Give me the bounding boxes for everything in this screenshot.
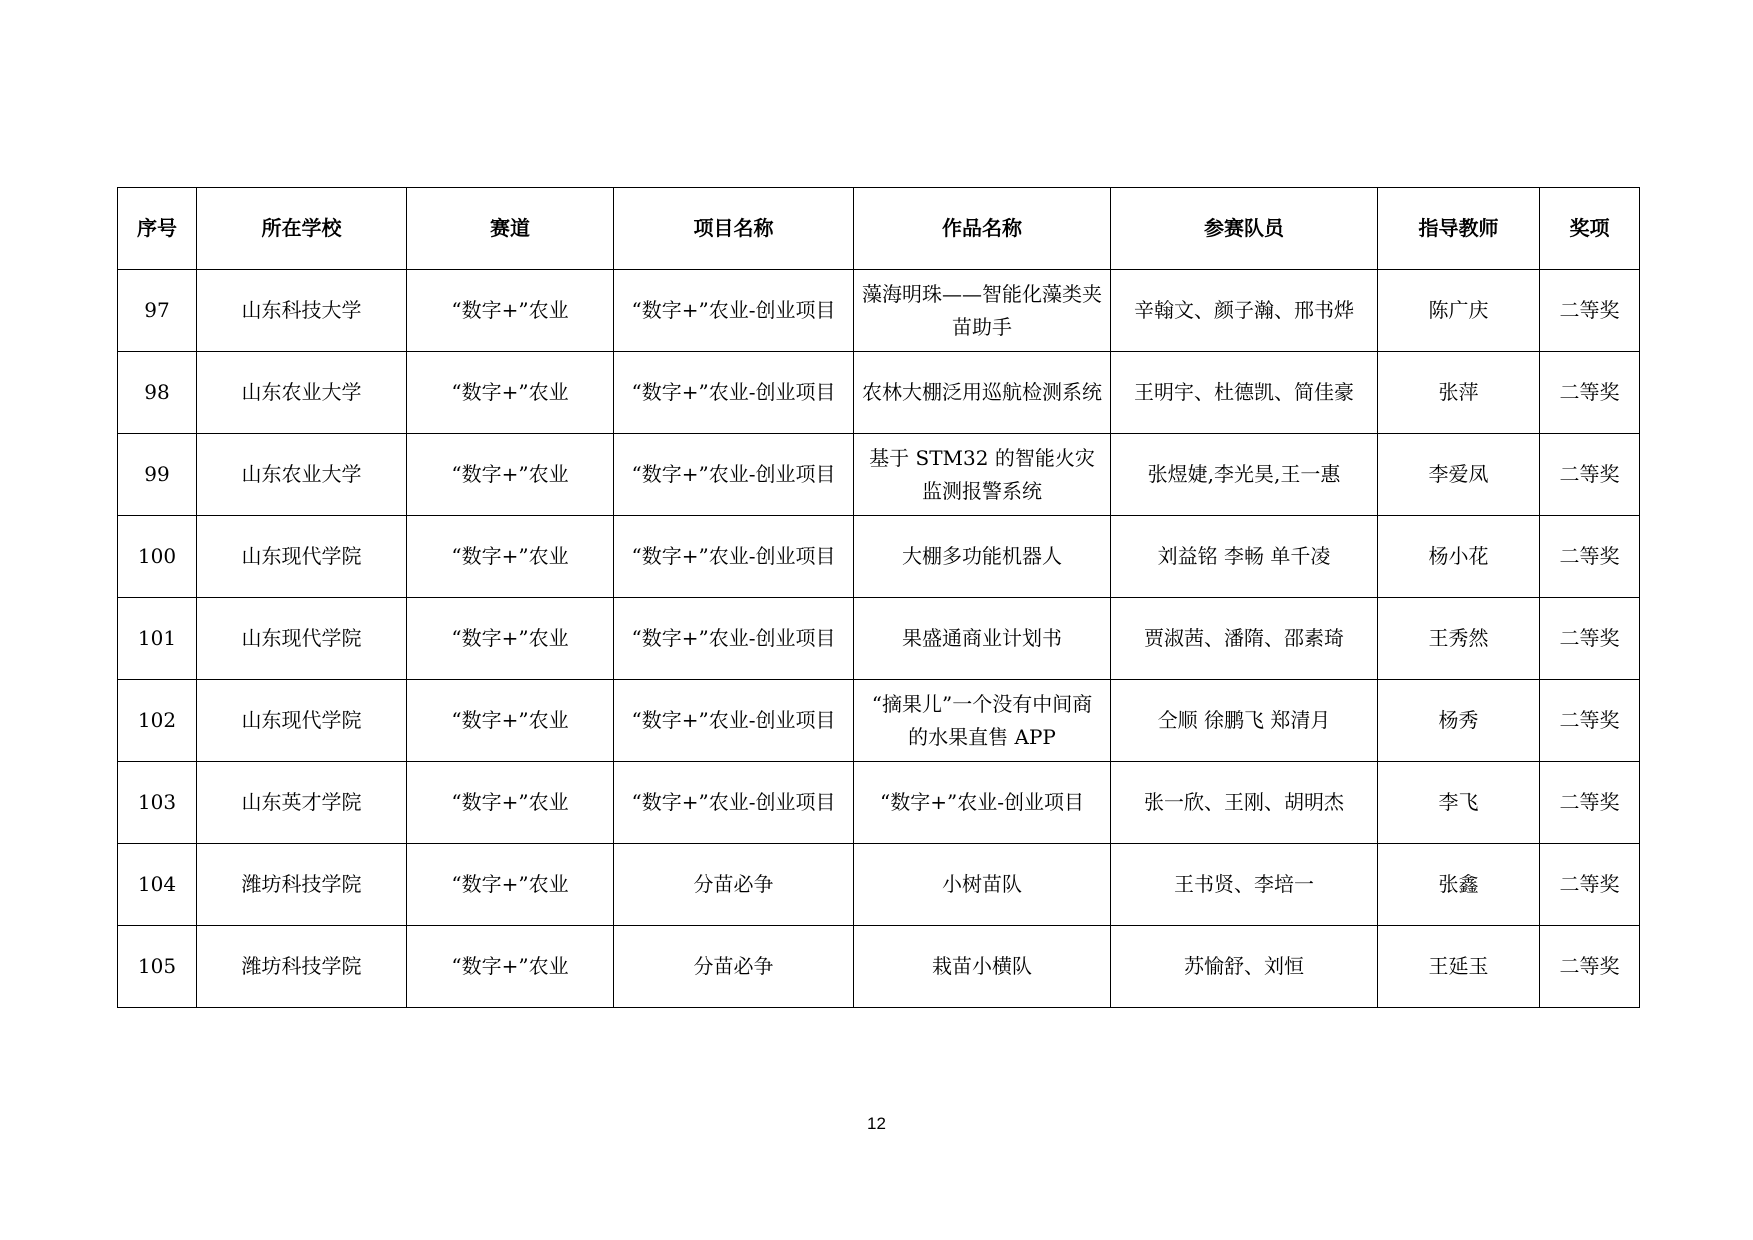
cell-work-name: “数字+”农业-创业项目 [854, 762, 1111, 844]
cell-advisor: 杨秀 [1378, 680, 1540, 762]
cell-advisor: 李爱凤 [1378, 434, 1540, 516]
cell-team-members: 张煜婕,李光昊,王一惠 [1111, 434, 1378, 516]
cell-work-name: 基于 STM32 的智能火灾监测报警系统 [854, 434, 1111, 516]
cell-school: 山东农业大学 [197, 434, 407, 516]
cell-work-name: 栽苗小横队 [854, 926, 1111, 1008]
cell-team-members: 王明宇、杜德凯、简佳豪 [1111, 352, 1378, 434]
cell-track: “数字+”农业 [407, 352, 614, 434]
cell-award: 二等奖 [1540, 680, 1640, 762]
cell-work-name: “摘果儿”一个没有中间商的水果直售 APP [854, 680, 1111, 762]
cell-index: 103 [118, 762, 197, 844]
cell-advisor: 杨小花 [1378, 516, 1540, 598]
cell-track: “数字+”农业 [407, 434, 614, 516]
header-team-members: 参赛队员 [1111, 188, 1378, 270]
cell-track: “数字+”农业 [407, 762, 614, 844]
cell-project-name: “数字+”农业-创业项目 [614, 598, 854, 680]
cell-school: 山东农业大学 [197, 352, 407, 434]
cell-project-name: “数字+”农业-创业项目 [614, 270, 854, 352]
table-row [118, 516, 1640, 598]
cell-work-name: 果盛通商业计划书 [854, 598, 1111, 680]
cell-index: 105 [118, 926, 197, 1008]
cell-index: 97 [118, 270, 197, 352]
cell-team-members: 辛翰文、颜子瀚、邢书烨 [1111, 270, 1378, 352]
cell-project-name: 分苗必争 [614, 926, 854, 1008]
header-project-name: 项目名称 [614, 188, 854, 270]
header-award: 奖项 [1540, 188, 1640, 270]
cell-project-name: “数字+”农业-创业项目 [614, 434, 854, 516]
cell-index: 100 [118, 516, 197, 598]
cell-team-members: 刘益铭 李畅 单千凌 [1111, 516, 1378, 598]
page-number: 12 [867, 1114, 886, 1133]
cell-track: “数字+”农业 [407, 844, 614, 926]
cell-advisor: 张鑫 [1378, 844, 1540, 926]
cell-school: 山东现代学院 [197, 516, 407, 598]
cell-index: 104 [118, 844, 197, 926]
cell-advisor: 王延玉 [1378, 926, 1540, 1008]
table-row [118, 844, 1640, 926]
cell-team-members: 仝顺 徐鹏飞 郑清月 [1111, 680, 1378, 762]
header-advisor: 指导教师 [1378, 188, 1540, 270]
cell-work-name: 农林大棚泛用巡航检测系统 [854, 352, 1111, 434]
cell-work-name: 小树苗队 [854, 844, 1111, 926]
table-row [118, 680, 1640, 762]
table-row [118, 352, 1640, 434]
table-header [118, 188, 1640, 270]
cell-award: 二等奖 [1540, 270, 1640, 352]
cell-school: 潍坊科技学院 [197, 844, 407, 926]
cell-advisor: 李飞 [1378, 762, 1540, 844]
cell-project-name: “数字+”农业-创业项目 [614, 516, 854, 598]
cell-team-members: 贾淑茜、潘隋、邵素琦 [1111, 598, 1378, 680]
award-table [117, 187, 1640, 1008]
cell-track: “数字+”农业 [407, 680, 614, 762]
cell-project-name: “数字+”农业-创业项目 [614, 352, 854, 434]
cell-track: “数字+”农业 [407, 926, 614, 1008]
header-track: 赛道 [407, 188, 614, 270]
cell-project-name: “数字+”农业-创业项目 [614, 762, 854, 844]
header-school: 所在学校 [197, 188, 407, 270]
cell-team-members: 苏愉舒、刘恒 [1111, 926, 1378, 1008]
cell-award: 二等奖 [1540, 516, 1640, 598]
cell-track: “数字+”农业 [407, 598, 614, 680]
header-row [118, 188, 1640, 270]
cell-advisor: 陈广庆 [1378, 270, 1540, 352]
table-row [118, 434, 1640, 516]
cell-work-name: 藻海明珠——智能化藻类夹苗助手 [854, 270, 1111, 352]
table-body [118, 270, 1640, 1008]
cell-award: 二等奖 [1540, 844, 1640, 926]
cell-award: 二等奖 [1540, 352, 1640, 434]
table-row [118, 926, 1640, 1008]
header-index: 序号 [118, 188, 197, 270]
table-row [118, 598, 1640, 680]
cell-award: 二等奖 [1540, 762, 1640, 844]
cell-award: 二等奖 [1540, 598, 1640, 680]
cell-school: 潍坊科技学院 [197, 926, 407, 1008]
cell-award: 二等奖 [1540, 434, 1640, 516]
cell-index: 99 [118, 434, 197, 516]
cell-team-members: 张一欣、王刚、胡明杰 [1111, 762, 1378, 844]
cell-track: “数字+”农业 [407, 516, 614, 598]
cell-index: 102 [118, 680, 197, 762]
table-row [118, 762, 1640, 844]
header-work-name: 作品名称 [854, 188, 1111, 270]
cell-index: 101 [118, 598, 197, 680]
cell-award: 二等奖 [1540, 926, 1640, 1008]
cell-school: 山东科技大学 [197, 270, 407, 352]
cell-work-name: 大棚多功能机器人 [854, 516, 1111, 598]
table-row [118, 270, 1640, 352]
cell-track: “数字+”农业 [407, 270, 614, 352]
cell-advisor: 王秀然 [1378, 598, 1540, 680]
cell-team-members: 王书贤、李培一 [1111, 844, 1378, 926]
cell-school: 山东现代学院 [197, 680, 407, 762]
cell-project-name: 分苗必争 [614, 844, 854, 926]
cell-school: 山东现代学院 [197, 598, 407, 680]
cell-index: 98 [118, 352, 197, 434]
cell-school: 山东英才学院 [197, 762, 407, 844]
cell-project-name: “数字+”农业-创业项目 [614, 680, 854, 762]
cell-advisor: 张萍 [1378, 352, 1540, 434]
